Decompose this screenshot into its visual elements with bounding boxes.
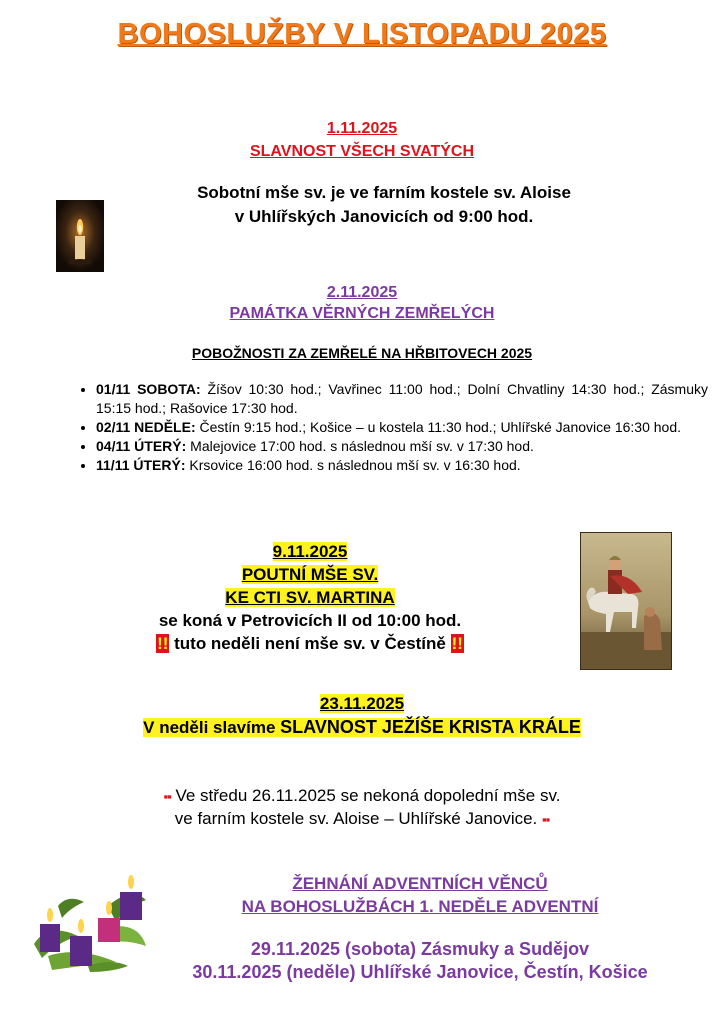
section-2-feast-wrap: [0, 305, 724, 323]
schedule-day: 01/11 SOBOTA:: [96, 381, 201, 397]
section-1-text-1: Sobotní mše sv. je ve farním kostele sv. Aloise: [197, 183, 571, 202]
schedule-text: Žíšov 10:30 hod.; Vavřinec 11:00 hod.; Dolní Chvatliny 14:30 hod.; Zásmuky 15:15 hod.; Rašovice 17:30 hod.: [96, 381, 709, 416]
section-1-feast-wrap: [0, 143, 724, 161]
schedule-item: [96, 418, 708, 437]
advent-section: [150, 872, 690, 918]
schedule-text: Čestín 9:15 hod.; Košice – u kostela 11:30 hod.; Uhlířské Janovice 16:30 hod.: [195, 419, 681, 435]
section-3-line-2: KE CTI SV. MARTINA: [225, 588, 395, 607]
advent-date-2: 30.11.2025 (neděle) Uhlířské Janovice, Čestín, Košice: [192, 962, 648, 982]
advent-heading-1: ŽEHNÁNÍ ADVENTNÍCH VĚNCŮ: [292, 874, 548, 893]
section-3-line-1: POUTNÍ MŠE SV.: [241, 565, 379, 584]
notice-text-1: Ve středu 26.11.2025 se nekoná dopolední mše sv.: [170, 786, 561, 805]
notice-marker: ▪▪: [542, 812, 550, 827]
section-1-date: 1.11.2025: [326, 120, 398, 137]
section-4-date-wrap: [0, 692, 724, 715]
section-1-feast: SLAVNOST VŠECH SVATÝCH: [249, 143, 475, 160]
cemetery-heading-wrap: [0, 345, 724, 361]
schedule-day: 11/11 ÚTERÝ:: [96, 457, 186, 473]
schedule-item: [96, 456, 708, 475]
schedule-item: [96, 380, 708, 418]
section-2-feast: PAMÁTKA VĚRNÝCH ZEMŘELÝCH: [229, 305, 495, 322]
cemetery-heading: POBOŽNOSTI ZA ZEMŘELÉ NA HŘBITOVECH 2025: [191, 345, 533, 361]
schedule-text: Krsovice 16:00 hod. s následnou mší sv. v 16:30 hod.: [185, 457, 521, 473]
section-1-text-2: v Uhlířských Janovicích od 9:00 hod.: [234, 207, 534, 226]
section-4-text-b: SLAVNOST JEŽÍŠE KRISTA KRÁLE: [280, 717, 581, 737]
advent-date-1: 29.11.2025 (sobota) Zásmuky a Sudějov: [250, 939, 590, 959]
notice-text-2: ve farním kostele sv. Aloise – Uhlířské Janovice.: [174, 809, 542, 828]
schedule-text: Malejovice 17:00 hod. s následnou mší sv. v 17:30 hod.: [186, 438, 534, 454]
notice-line-2: [0, 807, 724, 831]
cemetery-schedule-list: [70, 380, 708, 475]
section-3-date: 9.11.2025: [272, 542, 348, 561]
notice-line-1: [0, 784, 724, 808]
notice-marker: ▪▪: [163, 789, 171, 804]
section-3-line-3: se koná v Petrovicích II od 10:00 hod.: [158, 611, 462, 630]
section-4-text: [143, 718, 581, 737]
advent-dates: [120, 938, 720, 984]
section-4-text-wrap: [0, 716, 724, 739]
section-2-date-wrap: [0, 284, 724, 302]
exclamation-marker: !!: [157, 634, 169, 653]
saint-martin-painting: [580, 532, 672, 670]
page-title: BOHOSLUŽBY V LISTOPADU 2025: [117, 18, 607, 50]
exclamation-marker: !!: [451, 634, 463, 653]
section-2-date: 2.11.2025: [326, 284, 398, 301]
section-3-notice-text: tuto neděli není mše sv. v Čestíně: [169, 634, 451, 653]
advent-heading-2: NA BOHOSLUŽBÁCH 1. NEDĚLE ADVENTNÍ: [241, 897, 599, 916]
section-4-date: 23.11.2025: [319, 694, 405, 713]
section-4-text-a: V neděli slavíme: [143, 718, 281, 737]
section-3-notice: [0, 632, 620, 655]
schedule-day: 04/11 ÚTERÝ:: [96, 438, 187, 454]
section-3: [0, 540, 620, 655]
schedule-day: 02/11 NEDĚLE:: [96, 419, 196, 435]
section-1-date-wrap: [0, 120, 724, 138]
schedule-item: [96, 437, 708, 456]
